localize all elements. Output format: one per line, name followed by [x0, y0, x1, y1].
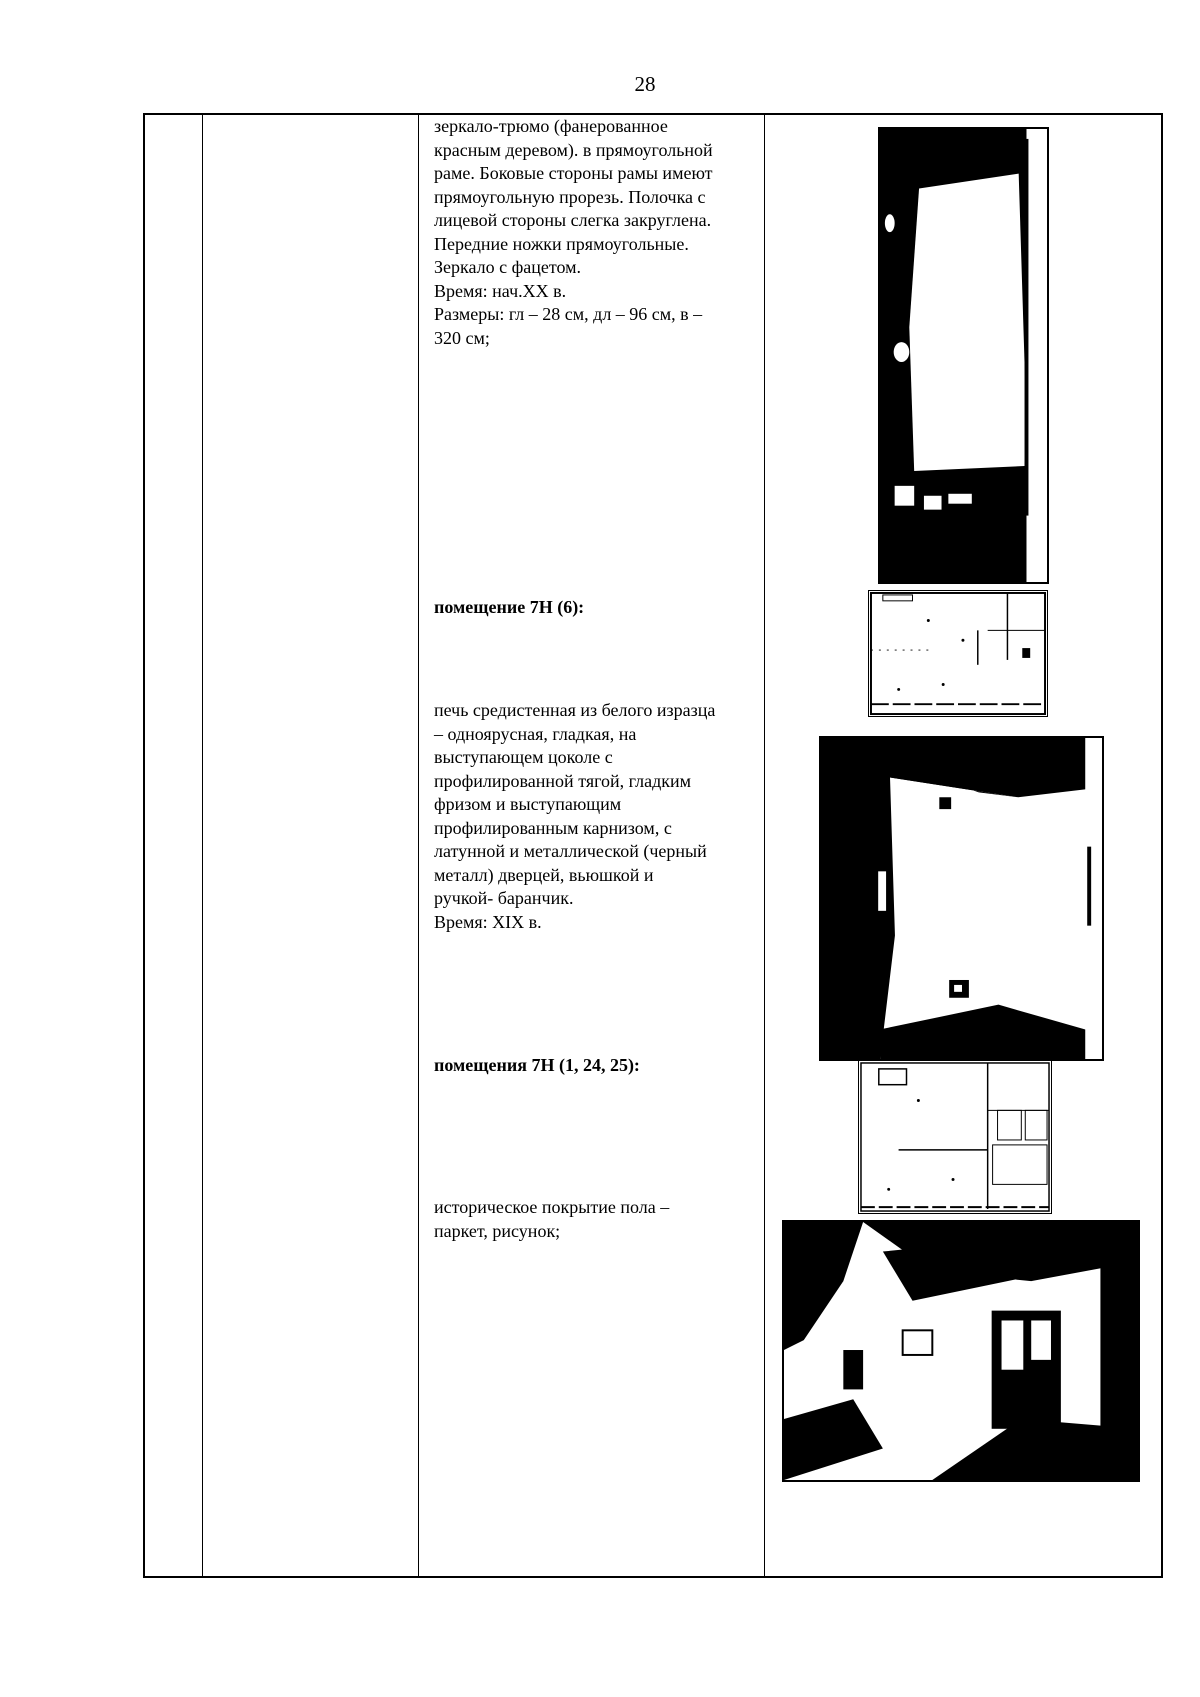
text-line: латунной и металлической (черный: [434, 841, 707, 861]
text-line: Зеркало с фацетом.: [434, 257, 582, 277]
text-line: профилированной тягой, гладким: [434, 770, 692, 791]
page-number: 28: [634, 72, 656, 96]
text-line: лицевой стороны слегка закруглена.: [434, 210, 712, 230]
parquet-photo: [782, 1220, 1140, 1482]
stove-photo: [819, 736, 1104, 1061]
text-line: прямоугольную прорезь. Полочка с: [434, 186, 706, 207]
time-period: Время: нач.XX в.: [434, 280, 567, 301]
floor-plan-1-24-25: [858, 1060, 1052, 1214]
text-line: Передние ножки прямоугольные.: [434, 233, 689, 254]
text-line: ручкой- баранчик.: [434, 888, 574, 908]
text-line: выступающем цоколе с: [434, 747, 613, 767]
text-line: красным деревом). в прямоугольной: [434, 139, 713, 160]
floor-plan-6: [868, 590, 1048, 717]
mirror-photo: [878, 127, 1049, 584]
text-line: профилированным карнизом, с: [434, 817, 672, 838]
text-line: раме. Боковые стороны рамы имеют: [434, 163, 713, 183]
column-divider: [202, 115, 203, 1576]
text-line: паркет, рисунок;: [434, 1220, 561, 1241]
dimensions: Размеры: гл – 28 см, дл – 96 см, в –: [434, 304, 703, 324]
text-line: – одноярусная, гладкая, на: [434, 723, 637, 744]
text-line: историческое покрытие пола –: [434, 1197, 670, 1217]
mirror-description: [434, 115, 754, 350]
time-period: Время: XIX в.: [434, 911, 542, 932]
parquet-description: [434, 1196, 754, 1243]
text-line: фризом и выступающим: [434, 794, 622, 814]
room-heading: помещение 7Н (6):: [434, 597, 585, 617]
column-divider: [764, 115, 765, 1576]
text-line: металл) дверцей, вьюшкой и: [434, 864, 654, 885]
dimensions: 320 см;: [434, 327, 490, 348]
stove-description: [434, 699, 754, 934]
text-line: печь средистенная из белого изразца: [434, 700, 716, 720]
column-divider: [418, 115, 419, 1576]
room-heading: помещения 7Н (1, 24, 25):: [434, 1055, 640, 1075]
text-line: зеркало-трюмо (фанерованное: [434, 116, 668, 136]
